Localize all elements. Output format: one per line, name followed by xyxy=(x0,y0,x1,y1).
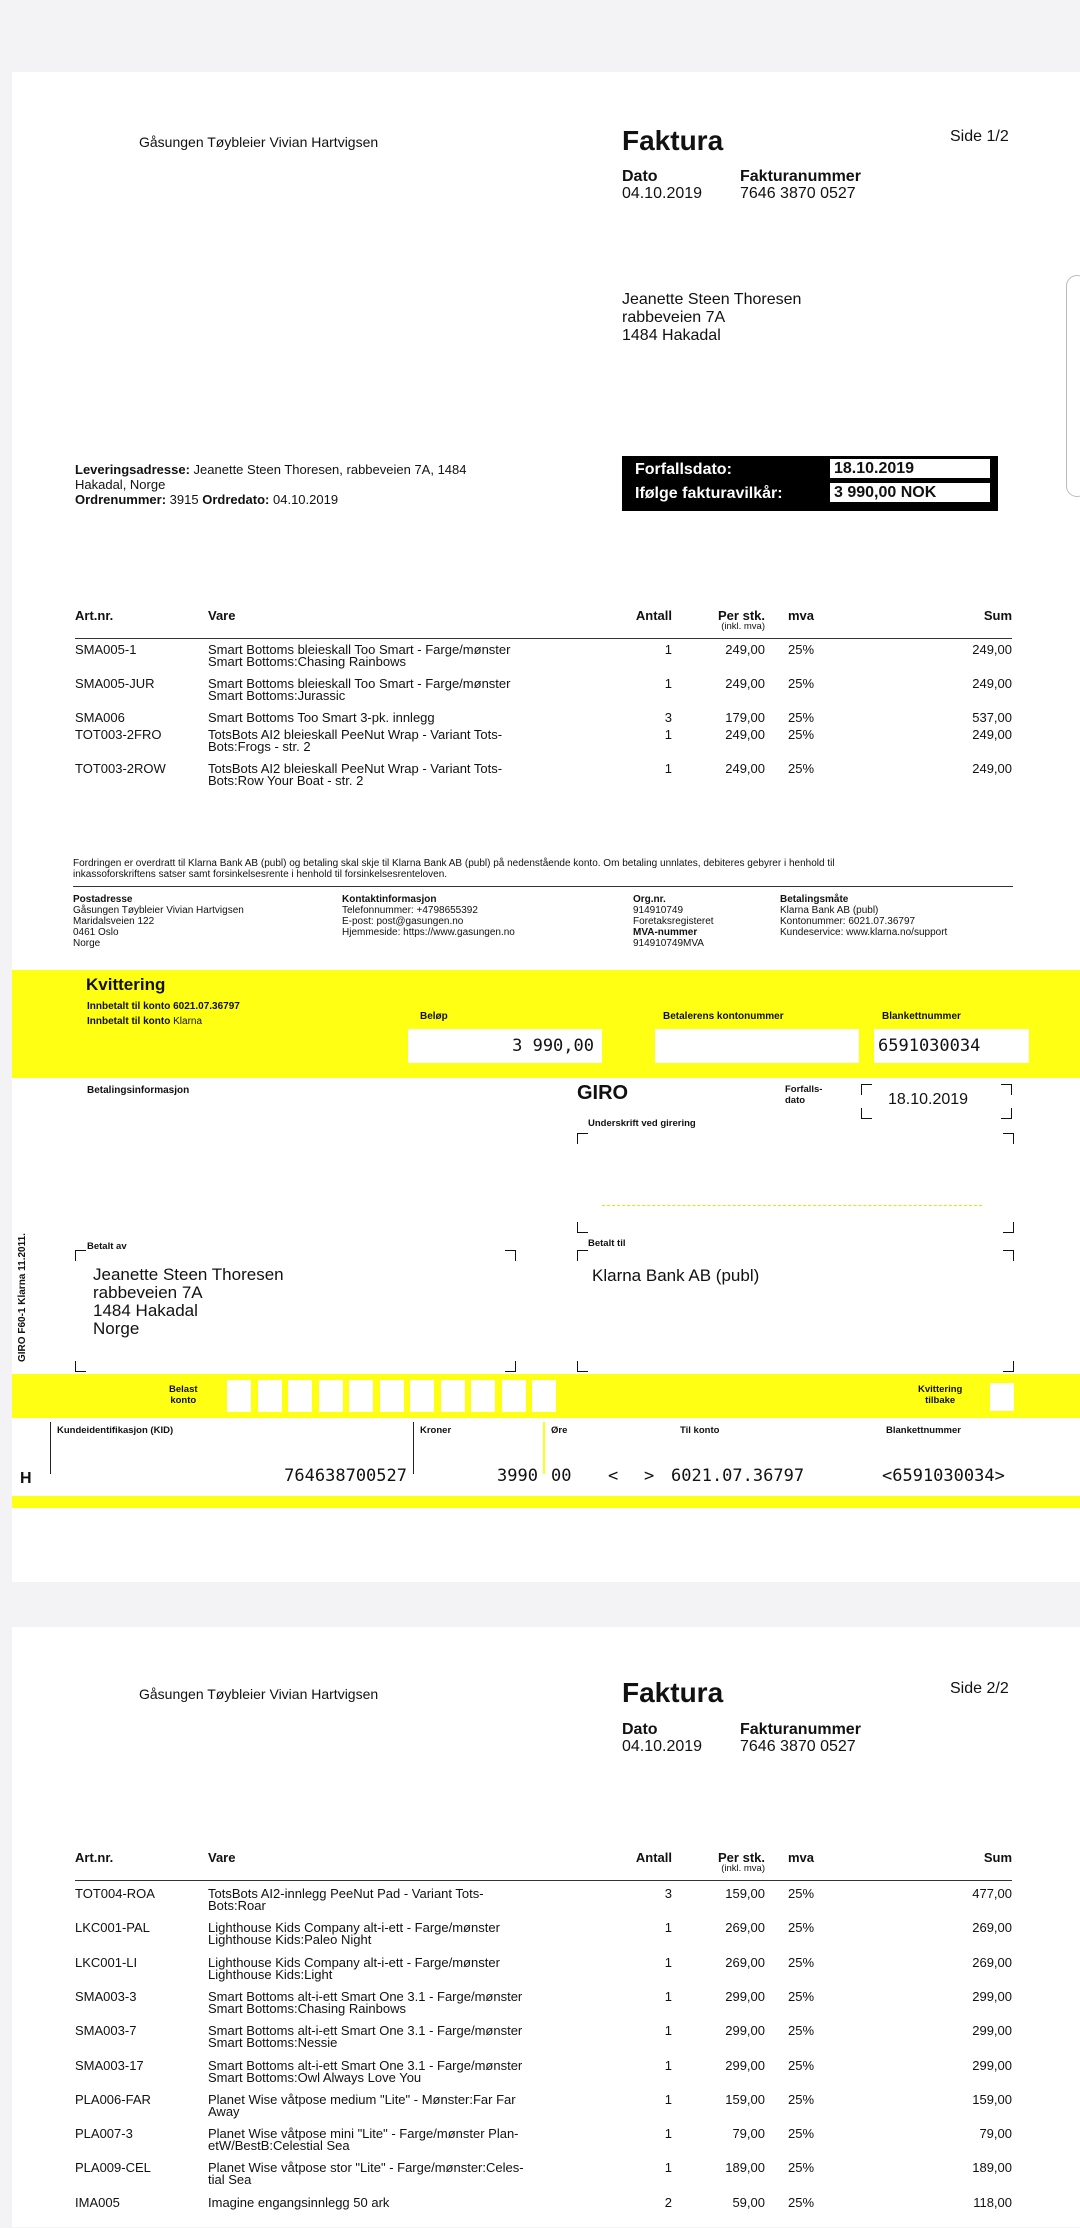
invoice-no-value: 7646 3870 0527 xyxy=(740,1738,856,1755)
footer-org-heading: Org.nr. xyxy=(633,894,666,905)
footer-line: Klarna Bank AB (publ) xyxy=(780,905,879,916)
item-art: PLA006-FAR xyxy=(75,2091,151,2107)
paid-to-account-value: Klarna xyxy=(173,1016,203,1027)
item-unit-price: 249,00 xyxy=(725,727,765,742)
item-vat: 25% xyxy=(788,1988,815,2004)
company-name: Gåsungen Tøybleier Vivian Hartvigsen xyxy=(139,1686,379,1702)
item-qty: 1 xyxy=(664,2091,672,2107)
item-qty: 1 xyxy=(664,2023,672,2039)
item-sum: 249,00 xyxy=(972,727,1012,742)
col-per-sub: (inkl. mva) xyxy=(721,621,765,632)
debit-account-digit-box[interactable] xyxy=(502,1380,526,1412)
orderdate-label: Ordredato: xyxy=(202,492,270,507)
invoice-page-1 xyxy=(12,72,1080,1582)
gt-marker: > xyxy=(644,1466,655,1486)
recipient-line: Jeanette Steen Thoresen xyxy=(622,291,802,308)
kid-label: Kundeidentifikasjon (KID) xyxy=(57,1425,174,1436)
item-desc: Imagine engangsinnlegg 50 ark xyxy=(208,2194,390,2210)
order-value: 3915 xyxy=(169,492,199,507)
item-sum: 299,00 xyxy=(972,2057,1012,2073)
table-row xyxy=(12,1921,1080,1953)
blankett2-label: Blankettnummer xyxy=(886,1425,961,1436)
table-row xyxy=(12,643,1080,675)
item-desc: Lighthouse Kids Company alt-i-ett - Farge/mønster xyxy=(208,1954,500,1970)
item-sum: 249,00 xyxy=(972,676,1012,691)
invoice-no-label: Fakturanummer xyxy=(740,1721,861,1738)
receipt-return-checkbox[interactable] xyxy=(990,1383,1014,1411)
item-art: SMA003-7 xyxy=(75,2023,137,2039)
footer-line: Maridalsveien 122 xyxy=(73,916,155,927)
item-qty: 1 xyxy=(664,2126,672,2142)
date-value: 04.10.2019 xyxy=(622,1738,703,1755)
item-unit-price: 159,00 xyxy=(725,2091,765,2107)
footer-divider xyxy=(73,886,1013,887)
delivery-value-2: Hakadal, Norge xyxy=(75,477,166,492)
table-row xyxy=(12,2127,1080,2159)
item-art: LKC001-LI xyxy=(75,1954,138,1970)
invoice-no-label: Fakturanummer xyxy=(740,168,861,185)
item-qty: 1 xyxy=(664,1920,672,1936)
item-sum: 249,00 xyxy=(972,642,1012,657)
item-desc: TotsBots AI2-innlegg PeeNut Pad - Variant Tots- xyxy=(208,1886,484,1901)
item-unit-price: 179,00 xyxy=(725,710,765,725)
ocr-divider xyxy=(543,1422,545,1474)
item-sum: 118,00 xyxy=(973,2194,1012,2210)
page-label: Side 1/2 xyxy=(950,128,1009,145)
item-qty: 1 xyxy=(664,676,672,691)
delivery-info xyxy=(75,462,555,507)
item-vat: 25% xyxy=(788,2091,815,2107)
item-unit-price: 249,00 xyxy=(725,642,765,657)
col-antall: Antall xyxy=(635,608,672,623)
item-desc-2: etW/BestB:Celestial Sea xyxy=(208,2138,350,2154)
footer-line: Kundeservice: www.klarna.no/support xyxy=(780,927,948,938)
footer-post xyxy=(73,894,244,949)
notice-line-1: Fordringen er overdratt til Klarna Bank AB (publ) og betaling skal skje til Klarna Bank AB (publ) på nedenstående konto. Om betaling unnlates, debiteres gebyrer i henhold til xyxy=(73,858,835,869)
debit-account-digit-box[interactable] xyxy=(380,1380,404,1412)
table-row xyxy=(12,677,1080,709)
debit-account-digit-box[interactable] xyxy=(288,1380,312,1412)
table-row xyxy=(12,2196,1080,2228)
kroner-label: Kroner xyxy=(420,1425,452,1436)
ore-value: 00 xyxy=(551,1466,572,1486)
invoice-title: Faktura xyxy=(622,125,724,156)
table-row xyxy=(12,2161,1080,2193)
item-sum: 299,00 xyxy=(972,1988,1012,2004)
to-account-value: 6021.07.36797 xyxy=(671,1466,805,1486)
to-account-label: Til konto xyxy=(680,1425,720,1436)
debit-account-digit-box[interactable] xyxy=(349,1380,373,1412)
item-vat: 25% xyxy=(788,2160,815,2176)
table-row xyxy=(12,1956,1080,1988)
item-unit-price: 59,00 xyxy=(732,2194,765,2210)
debit-account-digit-box[interactable] xyxy=(471,1380,495,1412)
payer-account-label: Betalerens kontonummer xyxy=(663,1011,784,1022)
item-unit-price: 269,00 xyxy=(725,1920,765,1936)
item-desc: Smart Bottoms Too Smart 3-pk. innlegg xyxy=(208,710,435,725)
item-vat: 25% xyxy=(788,1886,815,1901)
item-vat: 25% xyxy=(788,761,815,776)
footer-line: Foretaksregisteret xyxy=(633,916,714,927)
item-unit-price: 299,00 xyxy=(725,2023,765,2039)
due-date-value: 18.10.2019 xyxy=(888,1091,969,1108)
item-art: TOT004-ROA xyxy=(75,1886,155,1901)
col-per-sub: (inkl. mva) xyxy=(721,1863,765,1874)
payer-line: 1484 Hakadal xyxy=(93,1301,198,1320)
debit-label-1: Belast xyxy=(169,1384,198,1395)
col-antall: Antall xyxy=(635,1850,672,1865)
item-unit-price: 249,00 xyxy=(725,761,765,776)
table-row xyxy=(12,2024,1080,2056)
item-qty: 1 xyxy=(664,727,672,742)
col-per: Per stk. xyxy=(718,608,765,623)
table-row xyxy=(12,2059,1080,2091)
giro-title: GIRO xyxy=(577,1082,629,1104)
item-desc: Planet Wise våtpose medium "Lite" - Mønster:Far Far xyxy=(208,2091,516,2107)
due-date-label xyxy=(785,1085,822,1106)
item-desc: Smart Bottoms alt-i-ett Smart One 3.1 - Farge/mønster xyxy=(208,2023,523,2039)
invoice-title: Faktura xyxy=(622,1677,724,1708)
item-vat: 25% xyxy=(788,1920,815,1936)
debit-account-digit-box[interactable] xyxy=(227,1380,251,1412)
col-vare: Vare xyxy=(208,1850,236,1865)
footer-line: Gåsungen Tøybleier Vivian Hartvigsen xyxy=(73,905,244,916)
table-row xyxy=(12,1990,1080,2022)
item-qty: 1 xyxy=(664,642,672,657)
blankett-label: Blankettnummer xyxy=(882,1011,961,1022)
receipt-return-2: tilbake xyxy=(925,1394,956,1406)
lt-marker: < xyxy=(608,1466,619,1486)
paid-to-account-1: Innbetalt til konto 6021.07.36797 xyxy=(87,1001,240,1012)
signature-line[interactable] xyxy=(602,1205,982,1206)
item-unit-price: 79,00 xyxy=(732,2126,765,2142)
date-value: 04.10.2019 xyxy=(622,185,703,202)
item-art: SMA003-3 xyxy=(75,1988,137,2004)
col-sum: Sum xyxy=(983,608,1012,623)
table-divider xyxy=(75,1880,1012,1881)
item-sum: 189,00 xyxy=(972,2160,1012,2176)
item-qty: 3 xyxy=(664,710,672,725)
recipient-address xyxy=(622,291,801,345)
item-desc-2: tial Sea xyxy=(208,2172,252,2188)
due-box xyxy=(622,456,998,511)
footer-line: 914910749 xyxy=(633,905,684,916)
h-marker: H xyxy=(20,1470,32,1487)
item-desc-2: Smart Bottoms:Nessie xyxy=(208,2035,338,2051)
item-sum: 249,00 xyxy=(972,761,1012,776)
item-vat: 25% xyxy=(788,2126,815,2142)
debit-account-label xyxy=(169,1385,198,1406)
item-desc: Smart Bottoms bleieskall Too Smart - Farge/mønster xyxy=(208,676,511,691)
amount-label: Beløp xyxy=(420,1011,448,1022)
footer-line: 914910749MVA xyxy=(633,938,704,949)
item-art: SMA005-1 xyxy=(75,642,137,657)
debit-account-digit-box[interactable] xyxy=(441,1380,465,1412)
debit-account-digit-box[interactable] xyxy=(319,1380,343,1412)
footer-mva-heading: MVA-nummer xyxy=(633,927,698,938)
footer-payment xyxy=(780,894,947,938)
delivery-label: Leveringsadresse: xyxy=(75,462,190,477)
invoice-no-value: 7646 3870 0527 xyxy=(740,185,856,202)
item-qty: 3 xyxy=(664,1886,672,1901)
item-desc: Planet Wise våtpose stor "Lite" - Farge/mønster:Celes- xyxy=(208,2160,524,2176)
item-vat: 25% xyxy=(788,1954,815,1970)
item-qty: 1 xyxy=(664,2160,672,2176)
table-row xyxy=(12,2093,1080,2125)
item-desc-2: Smart Bottoms:Chasing Rainbows xyxy=(208,2000,406,2016)
item-sum: 79,00 xyxy=(979,2126,1012,2142)
col-mva: mva xyxy=(788,1850,815,1865)
item-sum: 477,00 xyxy=(972,1886,1012,1901)
footer-line: Norge xyxy=(73,938,101,949)
item-art: SMA005-JUR xyxy=(75,676,155,691)
footer-contact xyxy=(342,894,515,938)
item-desc: Smart Bottoms alt-i-ett Smart One 3.1 - Farge/mønster xyxy=(208,1988,523,2004)
debit-account-digit-box[interactable] xyxy=(532,1380,556,1412)
date-label: Dato xyxy=(622,1721,658,1738)
item-sum: 537,00 xyxy=(972,710,1012,725)
footer-org xyxy=(633,894,714,949)
item-vat: 25% xyxy=(788,2194,815,2210)
item-art: LKC001-PAL xyxy=(75,1920,150,1936)
footer-line: Telefonnummer: +4798655392 xyxy=(342,905,478,916)
col-per: Per stk. xyxy=(718,1850,765,1865)
col-vare: Vare xyxy=(208,608,236,623)
debit-label-2: konto xyxy=(170,1394,197,1406)
item-vat: 25% xyxy=(788,2023,815,2039)
receipt-title: Kvittering xyxy=(86,975,166,994)
blankett-field: 6591030034 xyxy=(874,1029,1029,1063)
table-row xyxy=(12,1887,1080,1919)
table-row xyxy=(12,728,1080,760)
payer-address xyxy=(93,1266,284,1338)
date-label: Dato xyxy=(622,168,658,185)
payee-name: Klarna Bank AB (publ) xyxy=(592,1266,760,1285)
table-divider xyxy=(75,638,1012,639)
recipient-line: rabbeveien 7A xyxy=(622,309,726,326)
payment-info-label: Betalingsinformasjon xyxy=(87,1085,190,1096)
kid-value: 764638700527 xyxy=(284,1466,407,1486)
bottom-band xyxy=(12,1496,1080,1508)
debit-account-digit-box[interactable] xyxy=(410,1380,434,1412)
receipt-return-1: Kvittering xyxy=(918,1384,963,1395)
ore-label: Øre xyxy=(551,1425,568,1436)
paid-by-label: Betalt av xyxy=(87,1241,127,1252)
item-art: TOT003-2FRO xyxy=(75,727,162,742)
col-art: Art.nr. xyxy=(75,608,114,623)
receipt-return-label xyxy=(918,1385,962,1406)
col-sum: Sum xyxy=(983,1850,1012,1865)
item-desc: Smart Bottoms alt-i-ett Smart One 3.1 - Farge/mønster xyxy=(208,2057,523,2073)
item-unit-price: 299,00 xyxy=(725,1988,765,2004)
amount-field: 3 990,00 xyxy=(408,1029,602,1063)
item-art: SMA006 xyxy=(75,710,125,725)
ocr-divider xyxy=(413,1422,414,1474)
notice xyxy=(73,858,1013,880)
item-desc: Lighthouse Kids Company alt-i-ett - Farge/mønster xyxy=(208,1920,500,1936)
item-art: SMA003-17 xyxy=(75,2057,144,2073)
kroner-value: 3990 xyxy=(497,1466,538,1486)
item-desc-2: Bots:Frogs - str. 2 xyxy=(208,739,311,754)
item-sum: 269,00 xyxy=(972,1954,1012,1970)
scroll-handle[interactable] xyxy=(1066,275,1080,497)
item-qty: 1 xyxy=(664,1988,672,2004)
footer-contact-heading: Kontaktinformasjon xyxy=(342,894,437,905)
item-desc-2: Lighthouse Kids:Paleo Night xyxy=(208,1932,372,1948)
notice-line-2: inkassoforskriftens satser samt forsinkelsesrente i henhold til forsinkelsesrenteloven. xyxy=(73,869,448,880)
blankett2-value: <6591030034> xyxy=(882,1466,1005,1486)
item-vat: 25% xyxy=(788,642,815,657)
item-desc-2: Away xyxy=(208,2103,240,2119)
paid-to-account-label: Innbetalt til konto xyxy=(87,1016,171,1027)
item-desc-2: Smart Bottoms:Jurassic xyxy=(208,688,346,703)
footer-line: E-post: post@gasungen.no xyxy=(342,916,464,927)
item-desc-2: Smart Bottoms:Chasing Rainbows xyxy=(208,654,406,669)
debit-account-digit-box[interactable] xyxy=(258,1380,282,1412)
col-mva: mva xyxy=(788,608,815,623)
item-qty: 1 xyxy=(664,761,672,776)
ocr-divider xyxy=(50,1422,51,1474)
item-sum: 269,00 xyxy=(972,1920,1012,1936)
invoice-page-2 xyxy=(12,1627,1080,2227)
due-date-label-1: Forfalls- xyxy=(785,1084,823,1095)
item-sum: 299,00 xyxy=(972,2023,1012,2039)
paid-to-label: Betalt til xyxy=(588,1238,626,1249)
item-qty: 2 xyxy=(664,2194,672,2210)
payer-line: Norge xyxy=(93,1319,140,1338)
item-desc: Planet Wise våtpose mini "Lite" - Farge/mønster Plan- xyxy=(208,2126,519,2142)
col-art: Art.nr. xyxy=(75,1850,114,1865)
item-unit-price: 269,00 xyxy=(725,1954,765,1970)
item-vat: 25% xyxy=(788,2057,815,2073)
item-qty: 1 xyxy=(664,2057,672,2073)
item-desc-2: Lighthouse Kids:Light xyxy=(208,1966,333,1982)
item-vat: 25% xyxy=(788,710,815,725)
item-unit-price: 249,00 xyxy=(725,676,765,691)
item-desc: TotsBots AI2 bleieskall PeeNut Wrap - Variant Tots- xyxy=(208,727,503,742)
table-row xyxy=(12,762,1080,794)
item-vat: 25% xyxy=(788,676,815,691)
item-desc-2: Smart Bottoms:Owl Always Love You xyxy=(208,2069,422,2085)
item-art: TOT003-2ROW xyxy=(75,761,166,776)
due-label: Forfallsdato: xyxy=(635,461,732,478)
delivery-value: Jeanette Steen Thoresen, rabbeveien 7A, 1484 xyxy=(193,462,467,477)
terms-label: Ifølge fakturavilkår: xyxy=(635,485,783,502)
due-date-label-2: dato xyxy=(785,1094,806,1106)
item-qty: 1 xyxy=(664,1954,672,1970)
order-label: Ordrenummer: xyxy=(75,492,167,507)
terms-value: 3 990,00 NOK xyxy=(830,483,990,502)
company-name: Gåsungen Tøybleier Vivian Hartvigsen xyxy=(139,134,379,150)
signature-label: Underskrift ved girering xyxy=(588,1118,696,1129)
due-value: 18.10.2019 xyxy=(830,459,990,478)
payer-account-field[interactable] xyxy=(655,1029,859,1063)
footer-line: Hjemmeside: https://www.gasungen.no xyxy=(342,927,515,938)
item-vat: 25% xyxy=(788,727,815,742)
item-desc-2: Bots:Row Your Boat - str. 2 xyxy=(208,773,364,788)
item-art: PLA009-CEL xyxy=(75,2160,151,2176)
giro-side-text: GIRO F60-1 Klarna 11.2011. xyxy=(17,1233,28,1362)
footer-line: Kontonummer: 6021.07.36797 xyxy=(780,916,916,927)
footer-line: 0461 Oslo xyxy=(73,927,119,938)
item-sum: 159,00 xyxy=(972,2091,1012,2107)
item-unit-price: 159,00 xyxy=(725,1886,765,1901)
item-desc: Smart Bottoms bleieskall Too Smart - Farge/mønster xyxy=(208,642,511,657)
item-art: PLA007-3 xyxy=(75,2126,133,2142)
payer-line: Jeanette Steen Thoresen xyxy=(93,1265,284,1284)
orderdate-value: 04.10.2019 xyxy=(273,492,339,507)
item-desc: TotsBots AI2 bleieskall PeeNut Wrap - Variant Tots- xyxy=(208,761,503,776)
item-unit-price: 299,00 xyxy=(725,2057,765,2073)
footer-post-heading: Postadresse xyxy=(73,894,133,905)
recipient-line: 1484 Hakadal xyxy=(622,327,721,344)
footer-payment-heading: Betalingsmåte xyxy=(780,894,849,905)
page-label: Side 2/2 xyxy=(950,1680,1009,1697)
item-desc-2: Bots:Roar xyxy=(208,1898,266,1913)
item-unit-price: 189,00 xyxy=(725,2160,765,2176)
payer-line: rabbeveien 7A xyxy=(93,1283,203,1302)
item-art: IMA005 xyxy=(75,2194,120,2210)
